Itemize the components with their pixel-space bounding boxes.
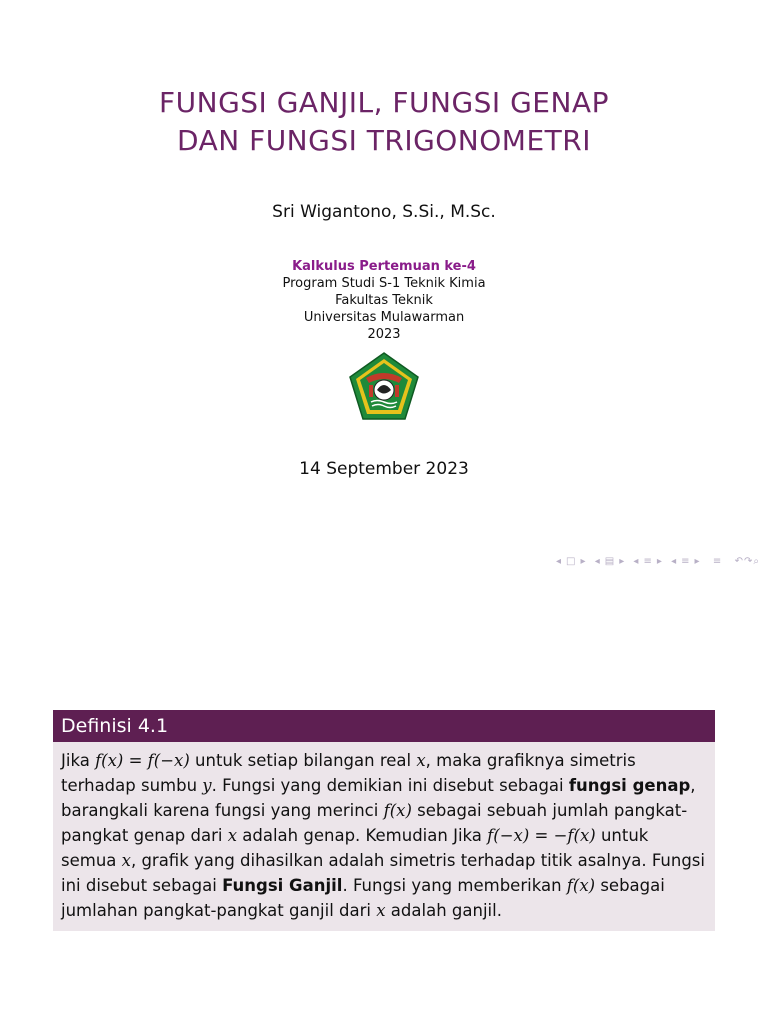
- definition-block: [53, 710, 715, 931]
- section-prev-icon-2[interactable]: ◂: [671, 556, 678, 567]
- section-prev-icon[interactable]: ◂: [633, 556, 640, 567]
- text-run: sebagai jumlahan pangkat-pangkat ganjil dari: [61, 876, 665, 920]
- math-expression: f(−x) = −f(x): [487, 826, 596, 845]
- bold-term-odd-function: Fungsi Ganjil: [222, 876, 343, 895]
- text-run: adalah genap. Kemudian Jika: [237, 826, 488, 845]
- math-expression: f(x): [566, 876, 596, 895]
- text-run: untuk setiap bilangan real: [189, 751, 417, 770]
- frame-next-icon[interactable]: ▸: [580, 556, 587, 567]
- title-line-2: DAN FUNGSI TRIGONOMETRI: [177, 124, 591, 157]
- year: 2023: [367, 327, 401, 342]
- math-expression: x: [121, 851, 131, 870]
- math-expression: x: [376, 901, 386, 920]
- title-line-1: FUNGSI GANJIL, FUNGSI GENAP: [159, 86, 609, 119]
- text-run: untuk semua: [61, 826, 649, 870]
- text-run: . Fungsi yang demikian ini disebut sebagai: [211, 776, 569, 795]
- definition-slide: [0, 600, 768, 1024]
- course-name: Kalkulus Pertemuan ke-4: [292, 259, 476, 274]
- text-run: Jika: [61, 751, 96, 770]
- math-expression: f(x): [383, 801, 412, 820]
- study-program: Program Studi S-1 Teknik Kimia: [282, 276, 486, 291]
- section-next-icon-2[interactable]: ▸: [694, 556, 701, 567]
- frame-prev-icon[interactable]: ◂: [556, 556, 563, 567]
- section-icon[interactable]: ≡: [643, 556, 653, 567]
- slide-icon[interactable]: ≡: [708, 556, 727, 567]
- university-name: Universitas Mulawarman: [303, 310, 465, 325]
- text-run: adalah ganjil.: [385, 901, 502, 920]
- math-expression: x: [416, 751, 426, 770]
- text-run: , grafik yang dihasilkan adalah simetris terhadap titik asalnya. Fungsi ini disebut sebagai: [61, 851, 705, 895]
- text-run: , barangkali karena fungsi yang merinci: [61, 776, 696, 820]
- presentation-title: [0, 84, 768, 160]
- bold-term-even-function: fungsi genap: [568, 776, 691, 795]
- subsection-icon[interactable]: ▤: [604, 556, 616, 567]
- universitas-mulawarman-logo: [347, 350, 421, 424]
- section-next-icon[interactable]: ▸: [656, 556, 663, 567]
- faculty-name: Fakultas Teknik: [335, 293, 433, 308]
- math-expression: f(x) = f(−x): [95, 751, 190, 770]
- definition-text: [61, 748, 707, 923]
- beamer-navigation-bar: [552, 556, 760, 567]
- search-icon[interactable]: ↶↷⌕: [734, 556, 760, 567]
- math-expression: x: [227, 826, 238, 845]
- definition-title: Definisi 4.1: [53, 710, 715, 742]
- presentation-date: 14 September 2023: [299, 459, 469, 479]
- definition-body: [53, 742, 715, 931]
- text-run: . Fungsi yang memberikan: [342, 876, 567, 895]
- subsection-icon-2[interactable]: ≡: [681, 556, 691, 567]
- text-run: sebagai sebuah jumlah pangkat-pangkat genap dari: [61, 801, 688, 845]
- text-run: , maka grafiknya simetris terhadap sumbu: [61, 751, 636, 795]
- math-expression: y: [202, 776, 212, 795]
- subsection-next-icon[interactable]: ▸: [619, 556, 626, 567]
- author-name: Sri Wigantono, S.Si., M.Sc.: [272, 202, 496, 222]
- frame-icon[interactable]: □: [566, 556, 577, 567]
- institute-block: [0, 258, 768, 343]
- subsection-prev-icon[interactable]: ◂: [594, 556, 601, 567]
